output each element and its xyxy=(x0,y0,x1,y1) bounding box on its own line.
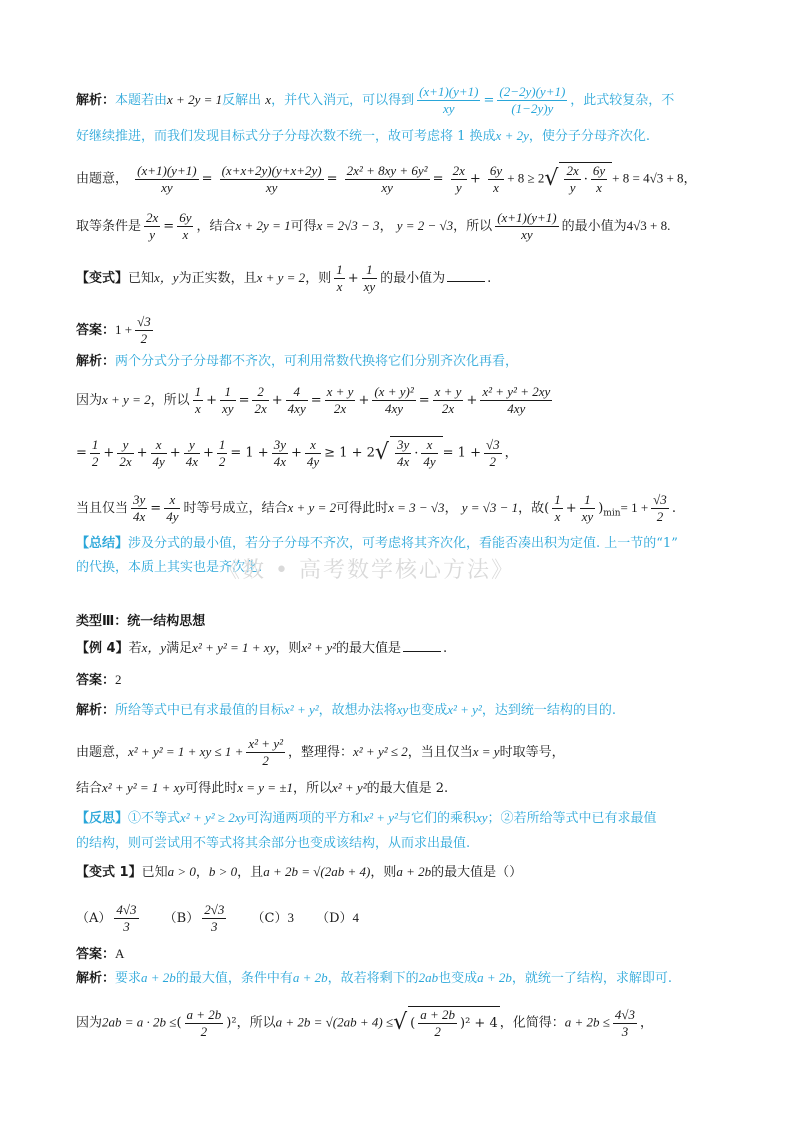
fraction: $\frac{x}{4y}$ xyxy=(166,492,179,524)
math: + 8 ≥ 2 xyxy=(507,170,545,186)
text: 要求 xyxy=(115,971,142,986)
math: = 1 + xyxy=(620,500,649,515)
text: ，当且仅当 xyxy=(407,745,473,760)
text: 的最大值是 xyxy=(335,641,401,656)
reflection-tag: 【反思】 xyxy=(76,811,129,826)
variant-answer xyxy=(76,314,156,347)
text: 已知 xyxy=(128,271,155,286)
math: xy xyxy=(475,810,488,825)
math: a + 2b = √(2ab + 4) ≤ xyxy=(275,1014,394,1030)
text: 本题若由 xyxy=(115,93,168,108)
text: 可得此时 xyxy=(336,501,389,516)
fraction: $\frac{4}{4xy}$ xyxy=(287,384,306,416)
watermark: 《数 • 高考数学核心方法》 xyxy=(218,558,515,583)
math: x + y = 2 xyxy=(287,500,337,515)
math: x，y xyxy=(154,270,179,285)
math: x + y = 2 xyxy=(102,392,151,407)
math: 2ab xyxy=(418,970,439,985)
text: 反解出 xyxy=(222,93,262,108)
variant-1-options xyxy=(76,902,359,935)
example-tag: 【例 4】 xyxy=(76,641,129,656)
analysis-line-1 xyxy=(76,84,674,117)
fraction: $\frac{1}{2}$ xyxy=(218,436,226,469)
summary-line-1 xyxy=(76,534,678,554)
text: ，所以 xyxy=(453,219,493,234)
fraction: $\frac{a + 2b}{2}$ xyxy=(186,1006,222,1039)
math: x = y = ±1 xyxy=(237,780,293,795)
answer-label: 答案： xyxy=(76,947,116,962)
text: 的最小值为 xyxy=(561,219,627,234)
text: 若 xyxy=(128,641,142,656)
variant-derivation-1: 因为x + y = 2，所以 $\frac{1}{x}$ + $\frac{1}{xy}$ = $\frac{2}{2x}$ + $\frac{4}{4xy}$ = $\frac{x + y}{2x}$ + $\frac{\text{(x + y)²}}{4xy}$ = $\frac{x + y}{2x}$ + $\frac{\text{x² + y² + 2xy}}{4xy}$ xyxy=(76,384,551,416)
math: x，y xyxy=(141,640,167,655)
text: ，并代入消元，可以得到 xyxy=(271,93,415,108)
math: a + 2b xyxy=(396,864,432,879)
text: 好继续推进，而我们发现目标式分子分母次数不统一，故可考虑将 1 换成 xyxy=(76,129,496,144)
text: ，化简得： xyxy=(499,1015,565,1031)
summary-tag: 【总结】 xyxy=(76,536,129,551)
text: 可得此时 xyxy=(185,781,238,796)
fraction: $\frac{\text{2x² + 8xy + 6y²}}{xy}$ xyxy=(346,162,428,195)
math: x² + y² xyxy=(284,702,319,717)
variant-1-analysis xyxy=(76,968,672,989)
math: y = √3 − 1 xyxy=(461,500,519,515)
analysis-label: 解析： xyxy=(76,354,116,369)
text: = xyxy=(483,93,495,108)
option-d[interactable]: （D）4 xyxy=(316,910,360,926)
variant-derivation-3: 当且仅当 $\frac{3y}{4x}$ = $\frac{x}{4y}$ 时等号成立，结合x + y = 2可得此时x = 3 − √3， y = √3 − 1，故( $\frac{1}{x}$ + $\frac{1}{xy}$ )$_{min}= 1$ + $\frac{√3}{2}$ . xyxy=(76,492,676,524)
answer-value: A xyxy=(115,946,125,961)
fraction: $\frac{3y}{4x}$ xyxy=(133,492,146,524)
fraction: $\frac{(x+1)(y+1)}{xy}$ xyxy=(497,210,557,242)
text: 的结构，则可尝试用不等式将其余部分也变成该结构，从而求出最值. xyxy=(76,836,471,851)
derivation-line: 由题意， $\frac{(x+1)(y+1)}{xy}$ = $\frac{(x+x+2y)(y+x+2y)}{xy}$ = $\frac{\text{2x² + 8xy + 6y²}}{xy}$ = $\frac{2x}{y}$ + $\frac{6y}{x}$ + 8 ≥ 2√ $\frac{2x}{y}$ · $\frac{6y}{x}$ + 8 = 4√3 + 8， xyxy=(76,162,697,195)
answer-blank xyxy=(447,281,485,282)
text: 与它们的乘积 xyxy=(397,811,476,826)
text: 所给等式中已有求最值的目标 xyxy=(115,703,285,718)
math: x² + y² = 1 + xy xyxy=(102,780,186,795)
math: x + 2y xyxy=(495,128,529,143)
math: 1 + xyxy=(115,322,133,337)
variant-1-answer xyxy=(76,944,124,965)
reflection-line-1 xyxy=(76,808,657,829)
math: x = 3 − √3 xyxy=(388,500,445,515)
math: a + 2b ≤ xyxy=(564,1014,610,1030)
math: x xyxy=(265,92,272,107)
text: 两个分式分子分母都不齐次，可利用常数代换将它们分别齐次化再看， xyxy=(115,354,519,369)
variant-1-derivation: 因为2ab = a · 2b ≤( $\frac{a + 2b}{2}$ )²，所以a + 2b = √(2ab + 4) ≤√ ( $\frac{a + 2b}{2}$ )² + 4 ，化简得：a + 2b ≤ $\frac{4√3}{3}$ ， xyxy=(76,1006,654,1039)
text: 取等条件是 xyxy=(76,219,142,234)
fraction: $\frac{(x+1)(y+1)}{xy}$ xyxy=(137,162,197,195)
fraction: $\frac{x}{4y}$ xyxy=(152,436,165,469)
fraction: $\frac{√3}{2}$ xyxy=(485,436,500,469)
text: 因为 xyxy=(76,1015,103,1031)
math: a + 2b xyxy=(292,970,328,985)
math: x + 2y = 1 xyxy=(235,218,291,233)
variant-tag: 【变式】 xyxy=(76,271,129,286)
analysis-label: 解析： xyxy=(76,703,116,718)
fraction: $\frac{1}{xy}$ xyxy=(363,262,376,294)
fraction: $\frac{2x}{y}$ xyxy=(452,162,465,195)
fraction: $\frac{\text{x² + y² + 2xy}}{4xy}$ xyxy=(482,384,551,416)
math: 4√3 + 8. xyxy=(626,218,671,233)
example-4-derivation-2 xyxy=(76,778,448,799)
variant-tag: 【变式 1】 xyxy=(76,865,142,880)
fraction: $\frac{1}{xy}$ xyxy=(222,384,234,416)
variant-question: 【变式】已知x，y为正实数，且x + y = 2，则 $\frac{1}{x}$ + $\frac{1}{xy}$ 的最小值为 . xyxy=(76,262,492,294)
fraction: $\frac{√3}{2}$ xyxy=(653,492,667,524)
math: x² + y² xyxy=(301,640,336,655)
math: 2ab = a · 2b ≤ xyxy=(102,1014,177,1030)
fraction: $\frac{4√3}{3}$ xyxy=(614,1006,636,1039)
text: 时取等号， xyxy=(499,745,565,760)
fraction: $\frac{x + y}{2x}$ xyxy=(434,384,462,416)
math: x² + y² = 1 + xy ≤ 1 + xyxy=(128,744,244,759)
fraction: $\frac{√3}{2}$ xyxy=(137,314,151,346)
analysis-line-2 xyxy=(76,126,650,147)
fraction: $\frac{1}{xy}$ xyxy=(581,492,594,524)
text: 也变成 xyxy=(438,971,478,986)
fraction: $\frac{2}{2x}$ xyxy=(254,384,267,416)
fraction: $\frac{2x}{y}$ xyxy=(566,163,579,195)
text: ，达到统一结构的目的. xyxy=(481,703,616,718)
reflection-line-2 xyxy=(76,834,470,854)
section-title: 类型Ⅲ：统一结构思想 xyxy=(76,614,206,629)
subscript: min xyxy=(603,508,621,519)
fraction: $\frac{(x+1)(y+1)}{xy}$ xyxy=(419,84,479,116)
answer-value: 2 xyxy=(115,672,122,687)
text: 的最小值为 xyxy=(380,271,446,286)
fraction: $\frac{1}{x}$ xyxy=(194,384,202,416)
text: ，所以 xyxy=(150,393,190,408)
fraction: $\frac{1}{2}$ xyxy=(91,436,99,469)
text: ①不等式 xyxy=(128,811,181,826)
example-4-derivation-1 xyxy=(76,736,565,769)
analysis-label: 解析： xyxy=(76,971,116,986)
option-c[interactable]: （C）3 xyxy=(251,910,294,926)
fraction: $\frac{(x+x+2y)(y+x+2y)}{xy}$ xyxy=(221,162,322,195)
math: b > 0 xyxy=(208,864,238,879)
math: x = y xyxy=(472,744,500,759)
fraction: $\frac{(2-2y)(y+1)}{(1-2y)y}$ xyxy=(499,84,566,116)
math: a > 0 xyxy=(167,864,196,879)
math: a + 2b = √(2ab + 4) xyxy=(263,864,371,879)
text: 因为 xyxy=(76,393,103,408)
equality-condition-line: 取等条件是 $\frac{2x}{y}$ = $\frac{6y}{x}$ ，结合x + 2y = 1可得x = 2√3 − 3， y = 2 − √3，所以 $\frac{(x+1)(y+1)}{xy}$ 的最小值为4√3 + 8. xyxy=(76,210,671,242)
math: x² + y² = 1 + xy xyxy=(192,640,276,655)
math: + 8 = 4√3 + 8， xyxy=(612,170,697,186)
fraction: $\frac{1}{x}$ xyxy=(336,262,343,294)
fraction: $\frac{6y}{x}$ xyxy=(489,162,503,195)
text: ， xyxy=(195,865,209,880)
text: ，则 xyxy=(275,641,302,656)
text: 的最大值是 2. xyxy=(366,781,449,796)
text: 的最大值是（） xyxy=(431,865,523,880)
fraction: $\frac{y}{2x}$ xyxy=(119,436,132,469)
option-b[interactable]: （B） $\frac{2√3}{3}$ xyxy=(163,902,225,934)
text: ，所以 xyxy=(292,781,332,796)
fraction: $\frac{x + y}{2x}$ xyxy=(326,384,354,416)
variant-1-question xyxy=(76,862,522,883)
math: a + 2b xyxy=(477,970,512,985)
fraction: $\frac{\text{x² + y²}}{2}$ xyxy=(248,736,283,768)
text: ，整理得： xyxy=(287,745,353,760)
text: 当且仅当 xyxy=(76,501,129,516)
text: 由题意， xyxy=(76,171,129,187)
text: ，故 xyxy=(518,501,545,516)
math: y = 2 − √3 xyxy=(396,218,454,233)
text: 的代换，本质上其实也是齐次化. xyxy=(76,560,263,575)
math: x + 2y = 1 xyxy=(167,92,223,107)
fraction: $\frac{3y}{4x}$ xyxy=(273,436,286,469)
text: 由题意， xyxy=(76,745,129,760)
text: ， xyxy=(640,1015,654,1031)
math: x² + y² xyxy=(447,702,482,717)
text: ，使分子分母齐次化. xyxy=(528,129,650,144)
text: 涉及分式的最小值，若分子分母不齐次，可考虑将其齐次化，看能否凑出积为定值. 上一节的“1” xyxy=(128,536,678,551)
fraction: $\frac{6y}{x}$ xyxy=(179,210,192,242)
option-a[interactable]: （A） $\frac{4√3}{3}$ xyxy=(76,902,137,934)
text: ，所以 xyxy=(236,1015,276,1031)
text: 满足 xyxy=(166,641,193,656)
math: x + y = 2 xyxy=(256,270,306,285)
text: ，故想办法将 xyxy=(318,703,397,718)
text: ，则 xyxy=(370,865,397,880)
text: 也变成 xyxy=(408,703,448,718)
text: 为正实数，且 xyxy=(178,271,257,286)
math: x² + y² ≥ 2xy xyxy=(180,810,247,825)
answer-label: 答案： xyxy=(76,673,116,688)
math: a + 2b xyxy=(141,970,176,985)
text: 可得 xyxy=(290,219,317,234)
text: ， xyxy=(379,219,393,234)
variant-analysis xyxy=(76,352,518,372)
answer-blank xyxy=(403,651,441,652)
fraction: $\frac{y}{4x}$ xyxy=(185,436,198,469)
fraction: $\frac{1}{x}$ xyxy=(554,492,561,524)
fraction: $\frac{2x}{y}$ xyxy=(146,210,159,242)
text: ；②若所给等式中已有求最值 xyxy=(487,811,657,826)
text: 时等号成立，结合 xyxy=(183,501,288,516)
text: 可沟通两项的平方和 xyxy=(246,811,364,826)
fraction: $\frac{\text{(x + y)²}}{4xy}$ xyxy=(374,384,414,416)
text: ，结合 xyxy=(196,219,236,234)
example-4-analysis xyxy=(76,700,616,721)
text: 已知 xyxy=(141,865,168,880)
text: ，就统一了结构，求解即可. xyxy=(511,971,673,986)
fraction: $\frac{6y}{x}$ xyxy=(592,163,606,195)
math: x² + y² xyxy=(363,810,398,825)
analysis-label: 解析： xyxy=(76,93,116,108)
math: xy xyxy=(396,702,409,717)
text: ，故若将剩下的 xyxy=(327,971,419,986)
text: ，此式较复杂，不 xyxy=(570,93,675,108)
text: 结合 xyxy=(76,781,103,796)
math: x² + y² xyxy=(331,780,367,795)
text: ，则 xyxy=(305,271,332,286)
answer-label: 答案： xyxy=(76,323,116,338)
example-4-question: 【例 4】若x，y满足x² + y² = 1 + xy，则x² + y²的最大值是 . xyxy=(76,640,448,656)
fraction: $\frac{x}{4y}$ xyxy=(306,436,320,469)
text: ，且 xyxy=(237,865,264,880)
example-4-answer xyxy=(76,670,122,691)
math: x² + y² ≤ 2 xyxy=(353,744,408,759)
text: 的最大值，条件中有 xyxy=(175,971,293,986)
math: x = 2√3 − 3 xyxy=(316,218,380,233)
variant-derivation-2: = $\frac{1}{2}$ + $\frac{y}{2x}$ + $\frac{x}{4y}$ + $\frac{y}{4x}$ + $\frac{1}{2}$ = 1 + $\frac{3y}{4x}$ + $\frac{x}{4y}$ ≥ 1 + 2√ $\frac{3y}{4x}$ · $\frac{x}{4y}$ = 1 + $\frac{√3}{2}$ ， xyxy=(76,436,518,469)
